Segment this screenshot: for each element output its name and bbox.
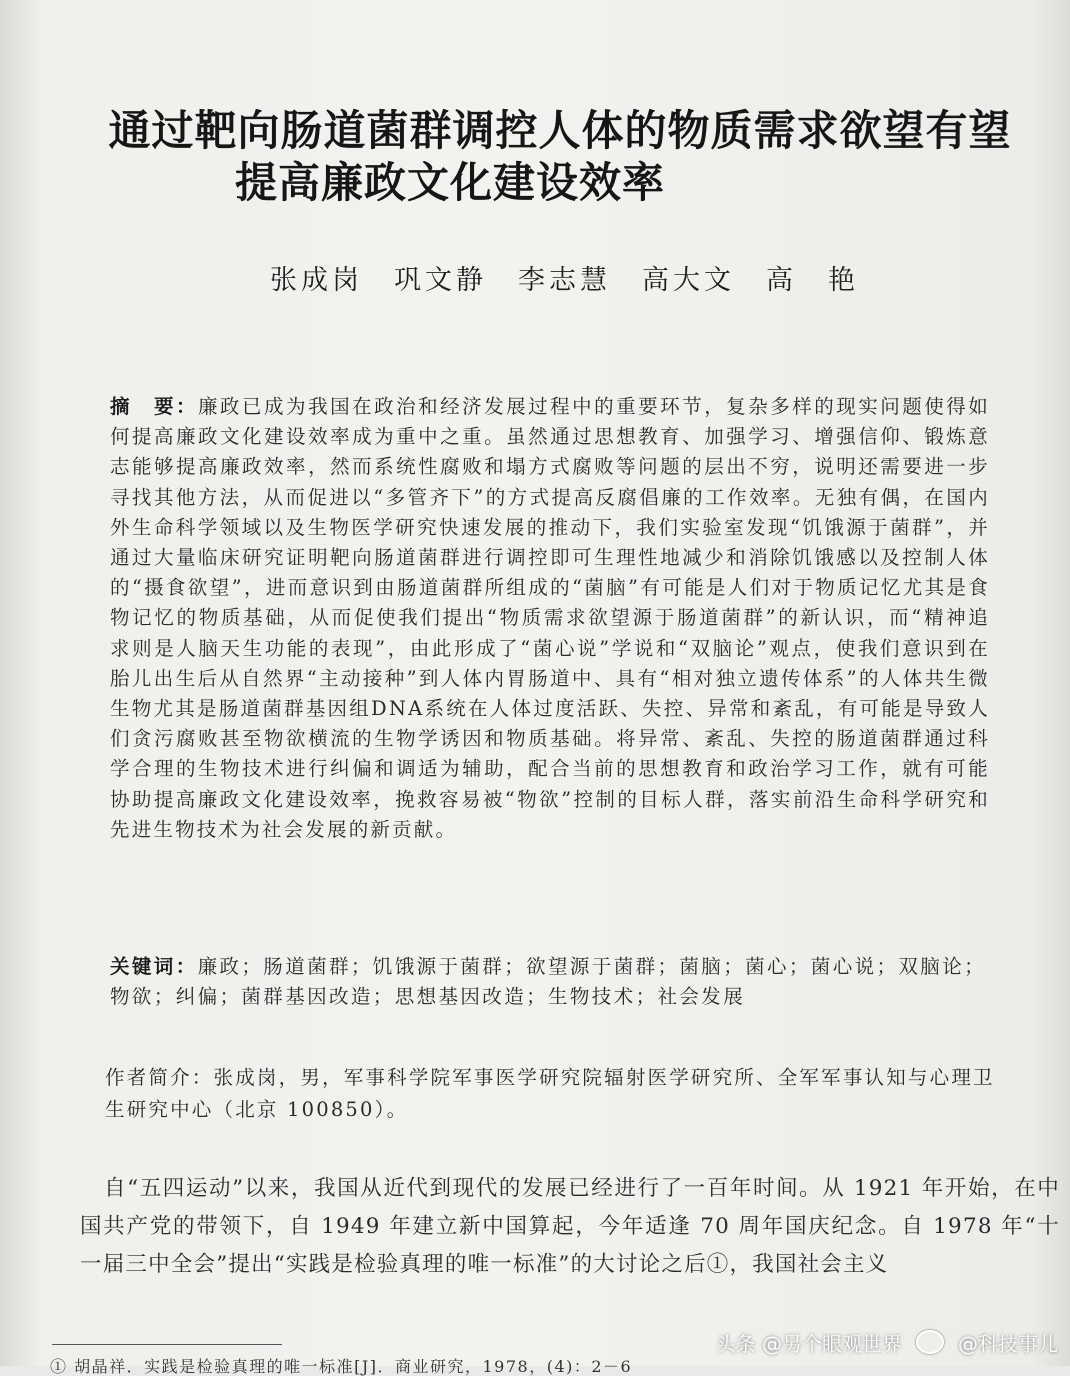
watermark [716,1324,1058,1360]
body-paragraph: 自“五四运动”以来，我国从近代到现代的发展已经进行了一百年时间。从 1921 年开始，在中国共产党的带领下，自 1949 年建立新中国算起，今年适逢 70 周年国庆纪念。自 1978 年“十一届三中全会”提出“实践是检验真理的唯一标准”的大讨论之后①，我国社会主义 [80,1176,1060,1277]
keywords-text: 廉政；肠道菌群；饥饿源于菌群；欲望源于菌群；菌脑；菌心；菌心说；双脑论；物欲；纠偏；菌群基因改造；思想基因改造；生物技术；社会发展 [110,955,987,1008]
footnote [50,1340,750,1376]
weibo-icon [916,1330,944,1354]
abstract-label: 摘 要： [110,395,199,418]
watermark-handle: @科技事儿 [958,1331,1058,1356]
keywords-label: 关键词： [110,955,198,978]
author-intro-text: 张成岗，男，军事科学院军事医学研究院辐射医学研究所、全军军事认知与心理卫生研究中心（北京 100850）。 [105,1066,995,1121]
watermark-source: 头条 @另个眼观世界 [715,1331,902,1356]
body-text [80,1170,1060,1284]
author-list: 张成岗 巩文静 李志慧 高大文 高 艳 [270,265,859,296]
paper-title-line-2: 提高廉政文化建设效率 [234,158,665,207]
author-intro-label: 作者简介： [105,1066,214,1089]
paper-title-line-1: 通过靶向肠道菌群调控人体的物质需求欲望有望 [108,106,1012,155]
footnote-text: ① 胡晶祥．实践是检验真理的唯一标准[J]．商业研究，1978，(4)：2－6 [50,1357,633,1376]
author-intro [105,1062,1005,1126]
keywords [110,952,990,1012]
abstract [110,392,990,845]
abstract-text: 廉政已成为我国在政治和经济发展过程中的重要环节，复杂多样的现实问题使得如何提高廉政文化建设效率成为重中之重。虽然通过思想教育、加强学习、增强信仰、锻炼意志能够提高廉政效率，然而系统性腐败和塌方式腐败等问题的层出不穷，说明还需要进一步寻找其他方法，从而促进以“多管齐下”的方式提高反腐倡廉的工作效率。无独有偶，在国内外生命科学领域以及生物医学研究快速发展的推动下，我们实验室发现“饥饿源于菌群”，并通过大量临床研究证明靶向肠道菌群进行调控即可生理性地减少和消除饥饿感以及控制人体的“摄食欲望”，进而意识到由肠道菌群所组成的“菌脑”有可能是人们对于物质记忆尤其是食物记忆的物质基础，从而促使我们提出“物质需求欲望源于肠道菌群”的新认识，而“精神追求则是人脑天生功能的表现”，由此形成了“菌心说”学说和“双脑论”观点，使我们意识到在胎儿出生后从自然界“主动接种”到人体内胃肠道中、具有“相对独立遗传体系”的人体共生微生物尤其是肠道菌群基因组DNA系统在人体过度活跃、失控、异常和紊乱，有可能是导致人们贪污腐败甚至物欲横流的生物学诱因和物质基础。将异常、紊乱、失控的肠道菌群通过科学合理的生物技术进行纠偏和调适为辅助，配合当前的思想教育和政治学习工作，就有可能协助提高廉政文化建设效率，挽救容易被“物欲”控制的目标人群，落实前沿生命科学研究和先进生物技术为社会发展的新贡献。 [110,395,990,841]
